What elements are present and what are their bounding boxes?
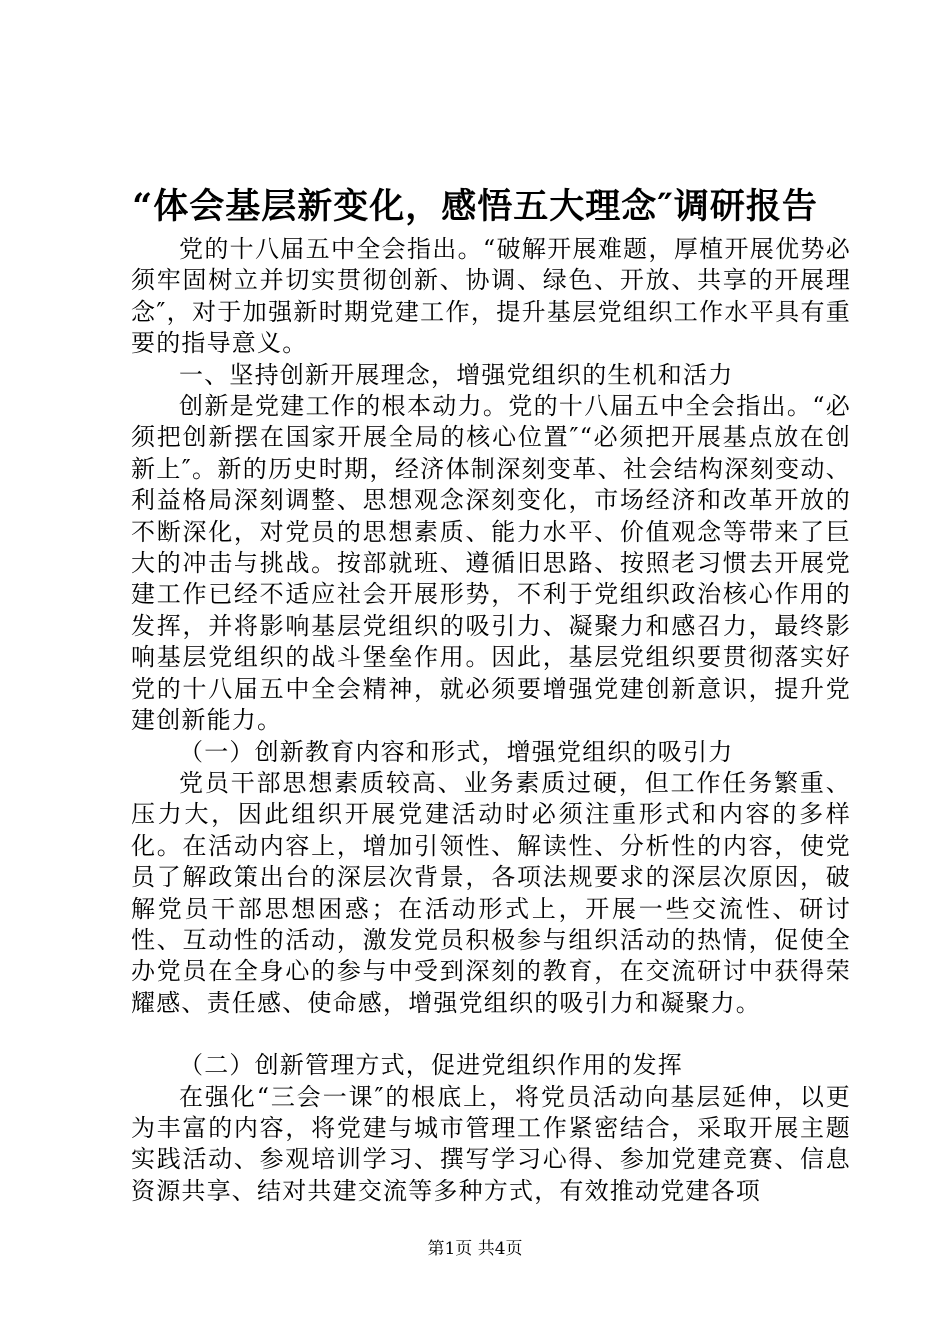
page-number-footer: 第1页 共4页: [427, 1239, 523, 1259]
paragraph-spacer: [131, 1019, 851, 1050]
document-body: [131, 234, 851, 1207]
subsection-heading-2: （二）创新管理方式，促进党组织作用的发挥: [179, 1051, 683, 1080]
section-1-paragraph: 创新是党建工作的根本动力。党的十八届五中全会指出。“必须把创新摆在国家开展全局的核心位置″“必须把开展基点放在创新上″。新的历史时期，经济体制深刻变革、社会结构深刻变动、利益格局深刻调整、思想观念深刻变化，市场经济和改革开放的不断深化，对党员的思想素质、能力水平、价值观念等带来了巨大的冲击与挑战。按部就班、遵循旧思路、按照老习惯去开展党建工作已经不适应社会开展形势，不利于党组织政治核心作用的发挥，并将影响基层党组织的吸引力、凝聚力和感召力，最终影响基层党组织的战斗堡垒作用。因此，基层党组织要贯彻落实好党的十八届五中全会精神，就必须要增强党建创新意识，提升党建创新能力。: [131, 392, 851, 735]
subsection-2-paragraph: 在强化“三会一课″的根底上，将党员活动向基层延伸，以更为丰富的内容，将党建与城市管理工作紧密结合，采取开展主题实践活动、参观培训学习、撰写学习心得、参加党建竞赛、信息资源共享、结对共建交流等多种方式，有效推动党建各项: [131, 1082, 851, 1205]
document-title: “体会基层新变化，感悟五大理念″调研报告: [132, 186, 818, 227]
intro-paragraph: 党的十八届五中全会指出。“破解开展难题，厚植开展优势必须牢固树立并切实贯彻创新、协调、绿色、开放、共享的开展理念″，对于加强新时期党建工作，提升基层党组织工作水平具有重要的指导意义。: [131, 235, 851, 358]
section-heading-1: 一、坚持创新开展理念，增强党组织的生机和活力: [179, 360, 734, 389]
subsection-1-paragraph: 党员干部思想素质较高、业务素质过硬，但工作任务繁重、压力大，因此组织开展党建活动时必须注重形式和内容的多样化。在活动内容上，增加引领性、解读性、分析性的内容，使党员了解政策出台的深层次背景，各项法规要求的深层次原因，破解党员干部思想困惑；在活动形式上，开展一些交流性、研讨性、互动性的活动，激发党员积极参与组织活动的热情，促使全办党员在全身心的参与中受到深刻的教育，在交流研讨中获得荣耀感、责任感、使命感，增强党组织的吸引力和凝聚力。: [131, 768, 851, 1017]
subsection-heading-1: （一）创新教育内容和形式，增强党组织的吸引力: [179, 737, 734, 766]
